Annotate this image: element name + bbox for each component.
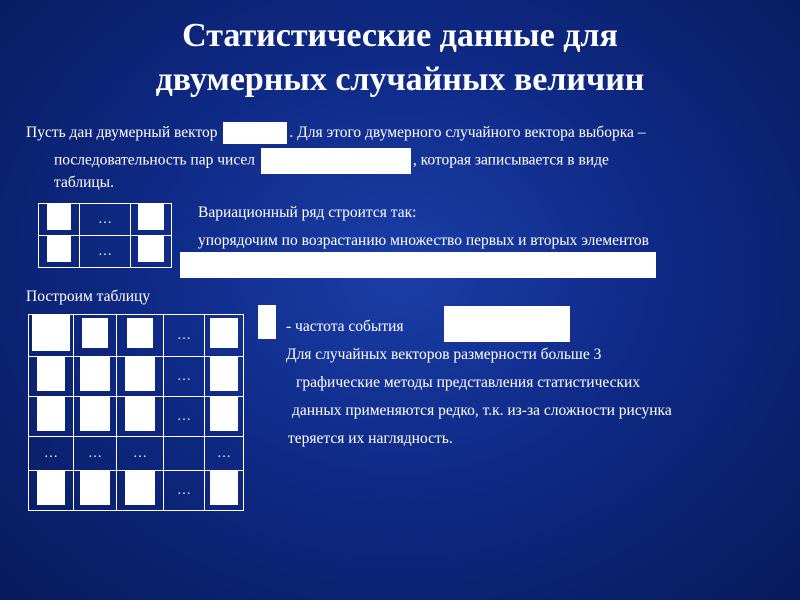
formula-header-y2 — [127, 318, 153, 348]
corr-cell — [29, 357, 74, 397]
formula-xk — [37, 471, 65, 505]
formula-y1 — [47, 236, 71, 262]
intro-line-1 — [26, 122, 646, 144]
formula-nk1 — [80, 471, 110, 505]
corr-cell-ellipsis: … — [117, 437, 164, 471]
corr-cell — [205, 357, 244, 397]
corr-cell — [29, 397, 74, 437]
slide-title — [0, 14, 800, 102]
intro-line-3: таблицы. — [54, 174, 114, 191]
sample-cell-ellipsis: … — [80, 204, 131, 236]
formula-header-ym — [210, 318, 238, 348]
title-line-2: двумерных случайных величин — [155, 61, 645, 98]
correlation-table — [28, 314, 244, 511]
formula-vector — [223, 122, 287, 144]
formula-nkm — [210, 471, 238, 505]
build-table-label: Построим таблицу — [26, 288, 151, 305]
corr-cell — [117, 471, 164, 511]
corr-cell-ellipsis: … — [164, 315, 205, 357]
formula-n11 — [80, 357, 110, 391]
intro-line-2 — [54, 148, 609, 174]
notes-line-2: графические методы представления статистических — [296, 374, 641, 391]
corr-cell — [74, 357, 117, 397]
variation-line-1: Вариационный ряд строится так: — [198, 204, 417, 221]
title-line-1: Статистические данные для — [182, 17, 618, 54]
notes-line-1: Для случайных векторов размерности больше 3 — [286, 346, 602, 363]
corr-cell-empty — [164, 437, 205, 471]
formula-nij — [258, 305, 276, 339]
formula-nk2 — [125, 471, 155, 505]
corr-cell-ellipsis: … — [164, 357, 205, 397]
formula-pairs — [261, 148, 411, 174]
formula-x1 — [47, 204, 71, 230]
corr-cell — [205, 471, 244, 511]
formula-n21 — [80, 397, 110, 431]
intro-text-1: Пусть дан двумерный вектор — [26, 124, 218, 141]
formula-x2 — [37, 397, 65, 431]
corr-cell-ellipsis: … — [29, 437, 74, 471]
corr-cell — [117, 315, 164, 357]
formula-n12 — [125, 357, 155, 391]
corr-cell — [29, 471, 74, 511]
formula-header-corner — [32, 315, 70, 351]
intro-text-4: , которая записывается в виде — [412, 151, 609, 169]
corr-cell-ellipsis: … — [164, 471, 205, 511]
corr-cell — [29, 315, 74, 357]
sample-cell-ellipsis: … — [80, 236, 131, 268]
formula-n22 — [125, 397, 155, 431]
formula-xn — [138, 204, 164, 230]
frequency-text: - частота события — [286, 318, 404, 335]
corr-cell — [205, 315, 244, 357]
variation-line-2: упорядочим по возрастанию множество первых и вторых элементов — [198, 232, 649, 249]
formula-header-y1 — [82, 318, 108, 348]
formula-n1m — [210, 357, 238, 391]
notes-line-4: теряется их наглядность. — [288, 430, 453, 447]
sample-table — [38, 203, 172, 268]
intro-text-3: последовательность пар чисел — [54, 151, 256, 169]
corr-cell-ellipsis: … — [205, 437, 244, 471]
sample-cell — [39, 204, 80, 236]
formula-ordered-series — [180, 252, 656, 278]
sample-cell — [131, 204, 172, 236]
formula-yn — [138, 236, 164, 262]
sample-cell — [39, 236, 80, 268]
formula-n2m — [210, 397, 238, 431]
sample-cell — [131, 236, 172, 268]
notes-line-3: данных применяются редко, т.к. из-за сложности рисунка — [292, 402, 672, 419]
corr-cell — [74, 397, 117, 437]
corr-cell-ellipsis: … — [164, 397, 205, 437]
intro-text-2: . Для этого двумерного случайного вектора выборка – — [289, 124, 646, 141]
corr-cell — [205, 397, 244, 437]
corr-cell — [74, 471, 117, 511]
formula-x1 — [37, 357, 65, 391]
corr-cell — [117, 397, 164, 437]
corr-cell — [117, 357, 164, 397]
formula-event — [444, 306, 570, 342]
corr-cell-ellipsis: … — [74, 437, 117, 471]
corr-cell — [74, 315, 117, 357]
